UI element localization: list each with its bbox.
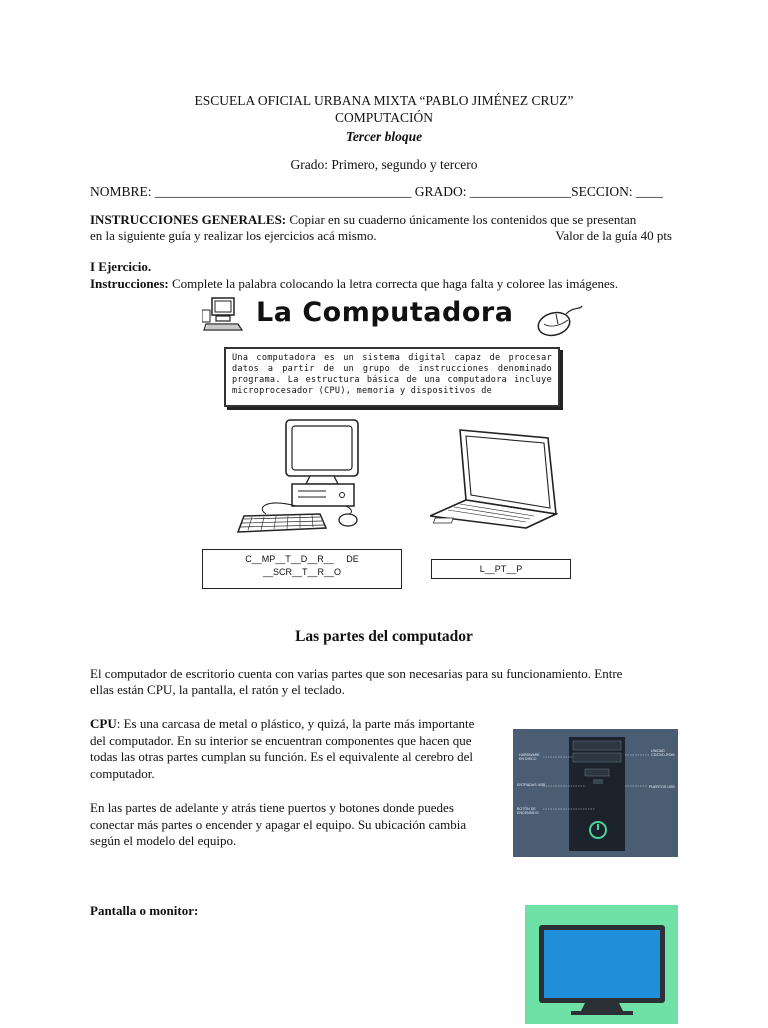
general-instructions-line2: en la siguiente guía y realizar los ejercicios acá mismo.	[90, 228, 377, 243]
cpu-line1: : Es una carcasa de metal o plástico, y quizá, la parte más importante	[116, 716, 475, 731]
monitor-image	[525, 905, 678, 1024]
monitor-label: Pantalla o monitor:	[90, 903, 199, 918]
section-title: Las partes del computador	[295, 628, 473, 645]
illustration-title: La Computadora	[256, 297, 514, 328]
exercise-instructions-label: Instrucciones:	[90, 276, 169, 291]
desktop-word-box	[202, 549, 402, 589]
monitor-icon	[525, 905, 678, 1024]
cpu-p2-line1: En las partes de adelante y atrás tiene puertos y botones donde puedes	[90, 800, 454, 815]
guide-value: Valor de la guía 40 pts	[555, 228, 672, 243]
cpu-description	[90, 716, 510, 782]
school-name: ESCUELA OFICIAL URBANA MIXTA “PABLO JIMÉNEZ CRUZ”	[194, 93, 574, 108]
mouse-icon	[536, 304, 584, 338]
small-computer-icon	[202, 296, 246, 334]
cpu-label-cd-rom: UNIDAD CD/DVD-ROM	[651, 749, 675, 757]
description-text: Una computadora es un sistema digital capaz de procesar datos a partir de un grupo de instrucciones denominado programa. La estructura básica de una computadora incluye microprocesador (CPU), memoria y dispositivos de	[232, 353, 552, 396]
exercise-instructions-text: Complete la palabra colocando la letra correcta que haga falta y coloree las imágenes.	[168, 276, 619, 291]
cpu-line3: todas las otras partes cumplan su función. Es el equivalente al cerebro del	[90, 749, 474, 764]
exercise-title: I Ejercicio.	[90, 259, 152, 274]
laptop-word: L__PT__P	[479, 564, 523, 574]
section-intro-line1: El computador de escritorio cuenta con varias partes que son necesarias para su funcionamiento. Entre	[90, 666, 623, 681]
description-box	[224, 347, 560, 407]
grades-line: Grado: Primero, segundo y tercero	[290, 157, 478, 172]
exercise-instructions	[90, 276, 618, 292]
cpu-p2-line2: conectar más partes o encender y apagar el equipo. Su ubicación cambia	[90, 816, 467, 832]
subject-title: COMPUTACIÓN	[335, 110, 433, 125]
block-title: Tercer bloque	[345, 129, 423, 144]
laptop-word-box	[431, 559, 571, 579]
desktop-computer-illustration	[236, 418, 368, 540]
desktop-word-line2: __SCR__T__R__O	[262, 567, 342, 577]
cpu-label: CPU	[90, 716, 117, 731]
cpu-ports-description	[90, 800, 510, 850]
general-instructions	[90, 212, 672, 244]
section-intro	[90, 666, 672, 698]
laptop-illustration	[430, 428, 558, 530]
cpu-line2: del computador. En su interior se encuentran componentes que hacen que	[90, 732, 472, 748]
cpu-line4: computador.	[90, 765, 155, 781]
cpu-label-usb-entries: ENTRADAS USB	[517, 783, 545, 787]
desktop-word-line1: C__MP__T__D__R__ DE	[245, 554, 359, 564]
cpu-p2-line3: según el modelo del equipo.	[90, 833, 237, 848]
cpu-label-power-button: BOTÓN DE ENCENDIDO	[517, 807, 539, 815]
section-intro-line2: ellas están CPU, la pantalla, el ratón y el teclado.	[90, 682, 345, 697]
cpu-label-usb-ports: PUERTOS USB	[649, 785, 675, 789]
student-info-line: NOMBRE: ______________________________________ GRADO: _______________SECCION: ____	[90, 184, 664, 199]
cpu-diagram	[513, 729, 678, 857]
general-instructions-text: Copiar en su cuaderno únicamente los contenidos que se presentan	[286, 212, 637, 227]
general-instructions-label: INSTRUCCIONES GENERALES:	[90, 212, 287, 227]
cpu-label-hardware: HARDWARE EN DISCO	[519, 753, 540, 761]
